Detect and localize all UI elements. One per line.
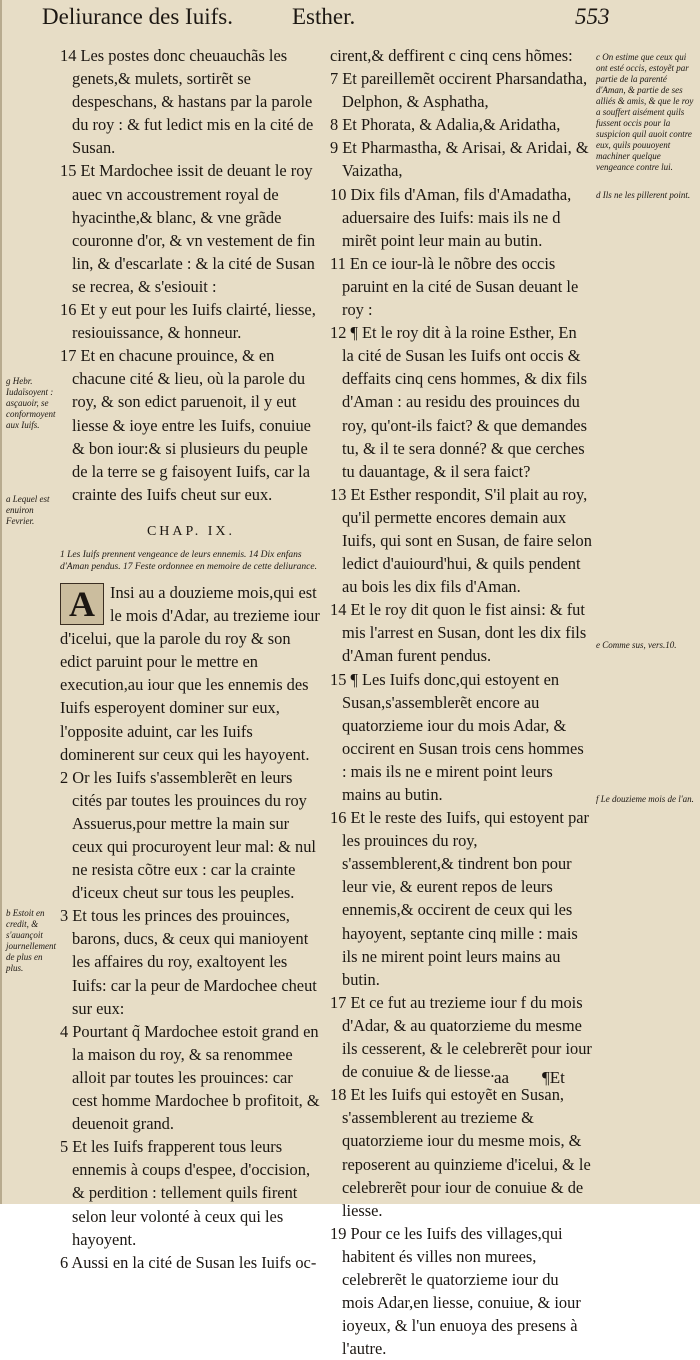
verse-paragraph: 3 Et tous les princes des prouinces, barons, ducs, & ceux qui manioyent les affaires du roy, exaltoyent les Iuifs: car la peur de Mardochee cheut sur eux: xyxy=(60,906,317,1018)
verse-paragraph: 17 Et ce fut au trezieme iour f du mois d'Adar, & au quatorzieme du mesme ils cesserent, & le celebrerẽt pour iour de conuiue & de liesse. xyxy=(330,992,592,1082)
verse-paragraph: 11 En ce iour-là le nõbre des occis paruint en la cité de Susan deuant le roy : xyxy=(330,253,579,320)
verse-paragraph: 18 Et les Iuifs qui estoyẽt en Susan, s'assemblerent au trezieme & quatorzieme iour du mesme mois, & reposerent au quinzieme d'icelui, & le celebrerẽt pour iour de conuiue & de liesse. xyxy=(330,1085,591,1220)
verse-paragraph: 14 Les postes donc cheuauchãs les genets,& mulets, sortirẽt se despeschans, & hastans par la parole du roy : & fut ledict mis en la cité de Susan. xyxy=(60,46,314,158)
margin-note-c: c On estime que ceux qui ont esté occis, estoyẽt par partie de la parenté d'Aman, & partie de ses alliés & amis, & que le roy a souffert aisément quils fussent occis pour la suspicion quil auoit contre eux, quils pouuoyent machiner quelque vengeance contre lui. xyxy=(596,52,694,172)
verse-paragraph: 8 Et Phorata, & Adalia,& Aridatha, xyxy=(330,115,561,135)
verse-paragraph: 9 Et Pharmastha, & Arisai, & Aridai, & Vaizatha, xyxy=(330,138,589,181)
signature-mark: aa xyxy=(494,1068,510,1087)
drop-cap-initial: A xyxy=(60,583,104,625)
margin-note-d: d Ils ne les pillerent point. xyxy=(596,190,691,200)
margin-note-f: f Le douzieme mois de l'an. xyxy=(596,794,694,804)
verse-paragraph: cirent,& deffirent c cinq cens hõmes: xyxy=(330,46,573,65)
chapter-title: CHAP. IX. xyxy=(146,523,236,539)
chapter-summary: 1 Les Iuifs prennent vengeance de leurs ennemis. 14 Dix enfans d'Aman pendus. 17 Feste ordonnee en memoire de cette deliurance. xyxy=(60,549,317,572)
verse-paragraph: 12 ¶ Et le roy dit à la roine Esther, En la cité de Susan les Iuifs ont occis & deffaits cinq cens hommes, & dix fils d'Aman : au residu des prouinces du roy, qu'ont-ils faict? & que demandes tu, & il te sera donné? & que cerches tu dauantage, & il sera faict? xyxy=(330,323,588,481)
verse-paragraph: 17 Et en chacune prouince, & en chacune cité & lieu, où la parole du roy, & son edict paruenoit, il y eut liesse & ioye entre les Iuifs, conuiue & bon iour:& si plusieurs du peuple de la terre se g faisoyent Iuifs, car la crainte des Iuifs cheut sur eux. xyxy=(60,346,311,504)
margin-note-a: a Lequel est enuiron Fevrier. xyxy=(6,494,50,526)
verse-paragraph: 16 Et y eut pour les Iuifs clairté, liesse, resiouissance, & honneur. xyxy=(60,300,316,343)
verse-paragraph: 15 Et Mardochee issit de deuant le roy auec vn accoustrement royal de hyacinthe,& blanc, & vne grãde couronne d'or, & vn vestement de fin lin, & d'escarlate : & la cité de Susan se recrea, & s'esiouit : xyxy=(60,161,316,296)
verse-paragraph: 7 Et pareillemẽt occirent Pharsandatha, Delphon, & Asphatha, xyxy=(330,69,588,112)
margin-note-e: e Comme sus, vers.10. xyxy=(596,640,677,650)
running-head-center: Esther. xyxy=(292,4,356,29)
verse-paragraph: 14 Et le roy dit quon le fist ainsi: & fut mis l'arrest en Susan, dont les dix fils d'Aman furent pendus. xyxy=(330,600,587,666)
running-head-left: Deliurance des Iuifs. xyxy=(42,4,233,29)
margin-note-b: b Estoit en credit, & s'auançoit journellement de plus en plus. xyxy=(6,908,56,973)
verse-paragraph: 5 Et les Iuifs frapperent tous leurs ennemis à coups d'espee, d'occision, & perdition : tellement quils firent selon leur volonté à ceux qui les hayoyent. xyxy=(60,1137,311,1249)
left-column xyxy=(60,44,322,1274)
right-column xyxy=(330,44,592,1360)
verse-paragraph: 2 Or les Iuifs s'assemblerẽt en leurs cités par toutes les prouinces du roy Assuerus,pour mettre la main sur ceux qui procuroyent leur mal: & nul ne resista cõtre eux : car la crainte d'iceux cheut sur tous les peuples. xyxy=(60,767,316,903)
page-number: 553 xyxy=(575,4,610,29)
verse-paragraph: 15 ¶ Les Iuifs donc,qui estoyent en Susan,s'assemblerẽt encore au quatorzieme iour du mois Adar, & occirent en Susan trois cens hommes : mais ils ne e mirent point leurs mains au butin. xyxy=(330,669,584,804)
verse-paragraph: 6 Aussi en la cité de Susan les Iuifs oc- xyxy=(60,1252,317,1272)
verse-paragraph: 19 Pour ce les Iuifs des villages,qui habitent és villes non murees, celebrerẽt le quatorzieme iour du mois Adar,en liesse, conuiue, & iour ioyeux, & l'un enuoya des presens à l'autre. xyxy=(330,1223,581,1359)
verse-paragraph: 10 Dix fils d'Aman, fils d'Amadatha, aduersaire des Iuifs: mais ils ne d mirẽt point leur main au butin. xyxy=(330,184,572,250)
verse-paragraph: 13 Et Esther respondit, S'il plait au roy, qu'il permette encores demain aux Iuifs, qui sont en Susan, de faire selon ledict d'auiourd'hui, & quils pendent au bois les dix fils d'Aman. xyxy=(330,484,592,597)
chapter-opening xyxy=(60,581,322,766)
verse-paragraph: Insi au a douzieme mois,qui est le mois d'Adar, au trezieme iour d'icelui, que la parole du roy & son edict paruint pour le mettre en execution,au iour que les ennemis des Iuifs esperoyent dominer sur eux, l'opposite aduint, car les Iuifs dominerent sur ceux qui les hayoyent. xyxy=(60,582,320,764)
verse-paragraph: 4 Pourtant q̃ Mardochee estoit grand en la maison du roy, & sa renommee alloit par toutes les prouinces: car cest homme Mardochee b profitoit, & deuenoit grand. xyxy=(60,1021,320,1134)
catchword: ¶Et xyxy=(542,1068,565,1087)
verse-paragraph: 16 Et le reste des Iuifs, qui estoyent par les prouinces du roy, s'assemblerent,& tindrent bon pour leur vie, & eurent repos de leurs ennemis,& occirent de ceux qui les hayoyent, septante cinq mille : mais ils ne mirent point leurs mains au butin. xyxy=(330,808,589,989)
margin-note-g: g Hebr. Iudaïsoyent : asçauoir, se conformoyent aux Iuifs. xyxy=(6,376,56,430)
